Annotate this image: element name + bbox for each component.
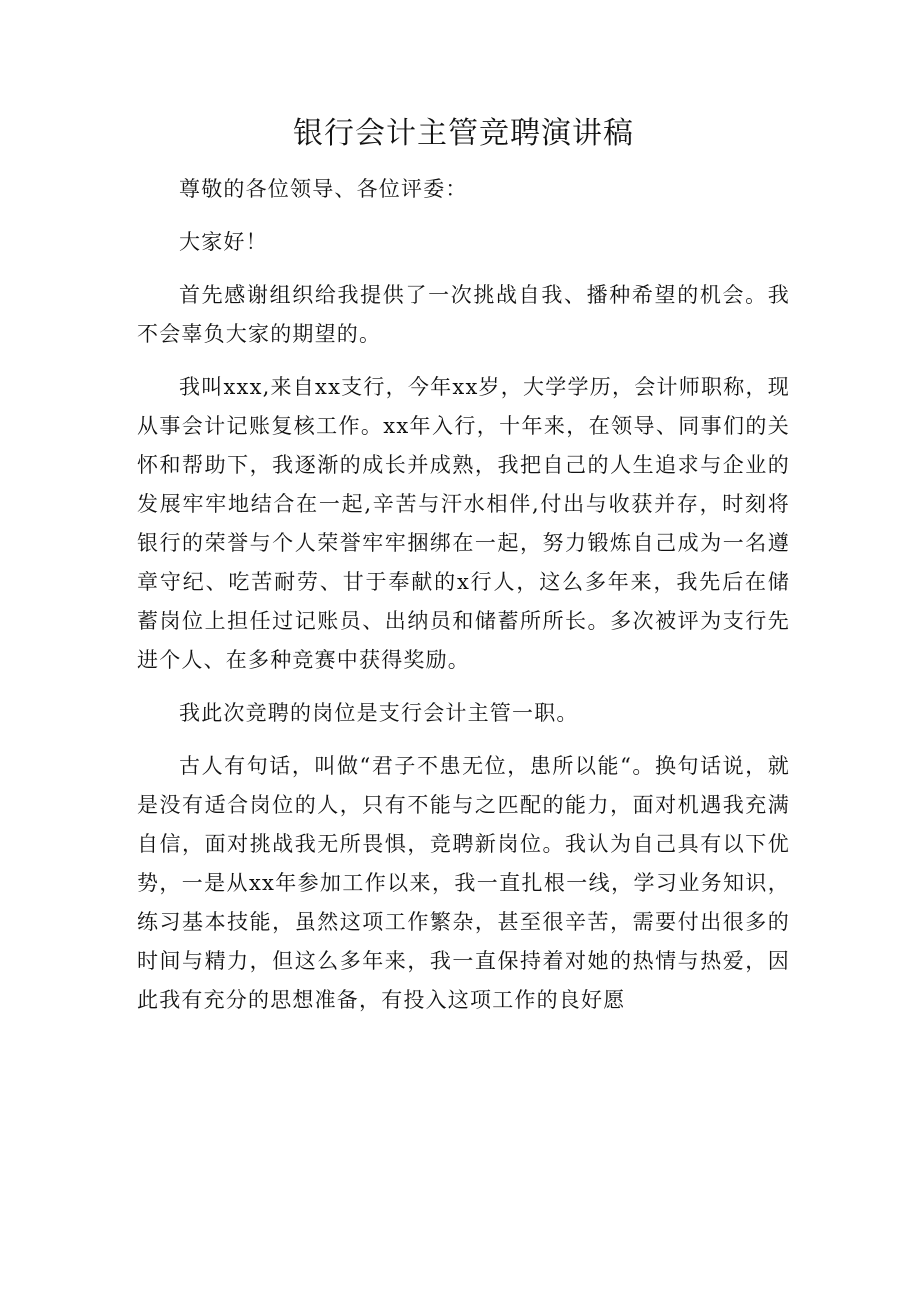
- body-paragraph-thanks: 首先感谢组织给我提供了一次挑战自我、播种希望的机会。我不会辜负大家的期望的。: [137, 283, 790, 346]
- greeting-paragraph: 大家好！: [179, 230, 268, 254]
- document-body: [137, 170, 790, 1020]
- body-paragraph-introduction: 我叫xxx,来自xx支行，今年xx岁，大学学历，会计师职称，现从事会计记账复核工作。xx年入行，十年来，在领导、同事们的关怀和帮助下，我逐渐的成长并成熟，我把自己的人生追求与企业的发展牢牢地结合在一起,辛苦与汗水相伴,付出与收获并存，时刻将银行的荣誉与个人荣誉牢牢捆绑在一起，努力锻炼自己成为一名遵章守纪、吃苦耐劳、甘于奉献的x行人，这么多年来，我先后在储蓄岗位上担任过记账员、出纳员和储蓄所所长。多次被评为支行先进个人、在多种竞赛中获得奖励。: [137, 375, 790, 672]
- document-title: 银行会计主管竞聘演讲稿: [293, 116, 634, 151]
- body-paragraph-position: 我此次竞聘的岗位是支行会计主管一职。: [179, 701, 579, 725]
- salutation-paragraph: 尊敬的各位领导、各位评委：: [179, 177, 468, 201]
- body-paragraph-strengths: 古人有句话，叫做“君子不患无位，患所以能“。换句话说，就是没有适合岗位的人，只有不能与之匹配的能力，面对机遇我充满自信，面对挑战我无所畏惧，竞聘新岗位。我认为自己具有以下优势，一是从xx年参加工作以来，我一直扎根一线，学习业务知识，练习基本技能，虽然这项工作繁杂，甚至很辛苦，需要付出很多的时间与精力，但这么多年来，我一直保持着对她的热情与热爱，因此我有充分的思想准备，有投入这项工作的良好愿: [137, 754, 790, 1012]
